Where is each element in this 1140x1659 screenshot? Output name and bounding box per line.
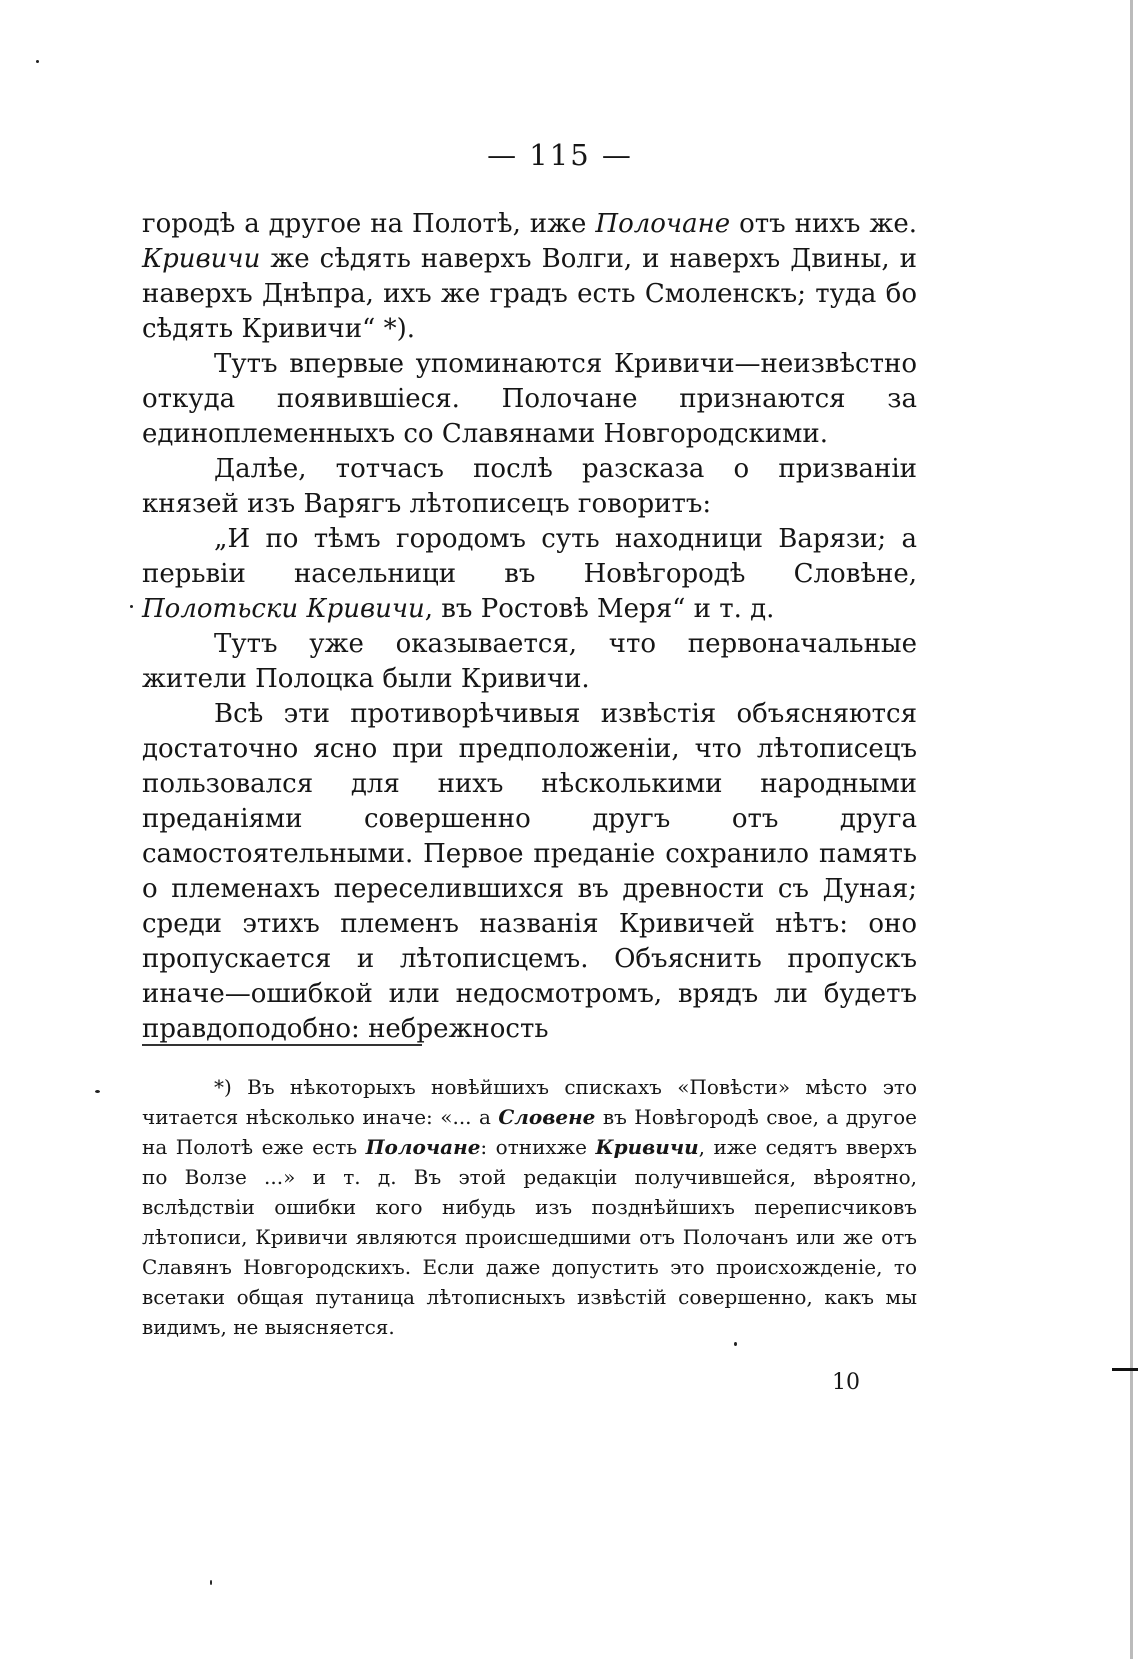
body-paragraph (142, 522, 917, 627)
text-run: отъ нихъ же. (730, 209, 917, 239)
body-paragraph (142, 452, 917, 522)
footnote (142, 1072, 917, 1342)
text-run: „И по тѣмъ городомъ суть находници Варязи; а перьвіи насельници въ Новѣгородѣ Словѣне, (142, 524, 917, 589)
text-run: Всѣ эти противорѣчивыя извѣстія объясняются достаточно ясно при предположеніи, что лѣтописецъ пользовался для нихъ нѣсколькими народными преданіями совершенно другъ отъ друга самостоятельными. Первое преданіе сохранило память о племенахъ переселившихся въ древности съ Дуная; среди этихъ племенъ названія Кривичей нѣтъ: оно пропускается и лѣтописцемъ. Объяснить пропускъ иначе—ошибкой или недосмотромъ, врядъ ли будетъ правдоподобно: небрежность (142, 699, 917, 1044)
italic-term: Полочане (595, 209, 731, 239)
body-paragraph (142, 207, 917, 347)
page-number-header: — 115 — (487, 138, 633, 172)
italic-term: Кривичи (142, 244, 261, 274)
text-run: , въ Ростовѣ Меря“ и т. д. (424, 594, 775, 624)
text-run: *) Въ нѣкоторыхъ новѣйшихъ спискахъ «Повѣсти» мѣсто это читается нѣсколько иначе: «... а (142, 1075, 917, 1129)
text-run: Далѣе, тотчасъ послѣ разсказа о призваніи князей изъ Варягъ лѣтописецъ говоритъ: (142, 454, 917, 519)
scan-speck (36, 60, 39, 63)
scan-speck (210, 1580, 212, 1585)
text-run: въ Новѣгородѣ свое, а другое на Полотѣ еже есть (142, 1105, 917, 1159)
scan-edge-mark (1130, 0, 1133, 1659)
scan-speck (130, 605, 133, 608)
text-run: же сѣдять наверхъ Волги, и наверхъ Двины, и наверхъ Днѣпра, ихъ же градъ есть Смоленскъ; туда бо сѣдять Кривичи“ *). (142, 244, 917, 344)
footnote-paragraph (142, 1072, 917, 1342)
text-run: , иже седятъ вверхъ по Волзе ...» и т. д. Въ этой редакціи получившейся, вѣроятно, вслѣдствіи ошибки кого нибудь изъ позднѣйшихъ переписчиковъ лѣтописи, Кривичи являются происшедшими отъ Полочанъ или же отъ Славянъ Новгородскихъ. Если даже допустить это происхожденіе, то всетаки общая путаница лѣтописныхъ извѣстій совершенно, какъ мы видимъ, не выясняется. (142, 1135, 917, 1339)
body-paragraph (142, 697, 917, 1047)
body-paragraph (142, 347, 917, 452)
italic-term: Словене (498, 1105, 596, 1129)
scan-speck (734, 1342, 737, 1346)
text-run: : отнихже (480, 1135, 596, 1159)
italic-term: Кривичи (595, 1135, 699, 1159)
scan-edge-mark (1112, 1368, 1138, 1371)
italic-term: Полочане (365, 1135, 481, 1159)
text-run: Тутъ впервые упоминаются Кривичи—неизвѣстно откуда появившіеся. Полочане признаются за единоплеменныхъ со Славянами Новгородскими. (142, 349, 917, 449)
signature-mark: 10 (832, 1370, 860, 1395)
body-paragraph (142, 627, 917, 697)
text-run: Тутъ уже оказывается, что первоначальные жители Полоцка были Кривичи. (142, 629, 917, 694)
scan-speck (95, 1090, 100, 1093)
italic-term: Полотьски Кривичи (142, 594, 425, 624)
main-text (142, 207, 917, 1047)
text-run: городѣ а другое на Полотѣ, иже (142, 209, 596, 239)
footnote-separator (142, 1044, 422, 1046)
